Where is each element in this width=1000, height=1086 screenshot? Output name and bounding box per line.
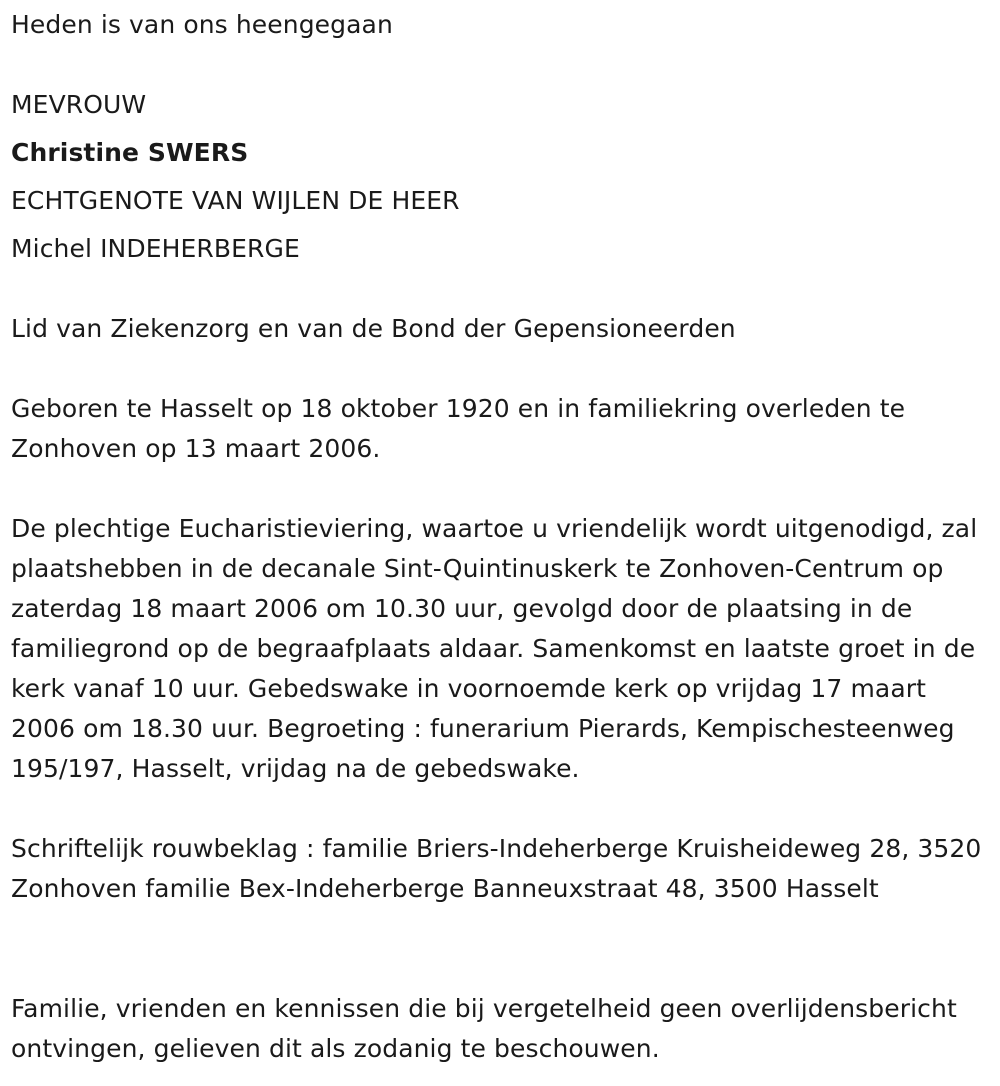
spouse-name: Michel INDEHERBERGE — [11, 234, 300, 263]
birth-death-paragraph: Geboren te Hasselt op 18 oktober 1920 en in familiekring overleden te Zonhoven op 13 maart 2006. — [11, 394, 906, 463]
ceremony-paragraph: De plechtige Eucharistieviering, waartoe u vriendelijk wordt uitgenodigd, zal plaatshebben in de decanale Sint-Quintinuskerk te Zonhoven-Centrum op zaterdag 18 maart 2006 om 10.30 uur, gevolgd door de plaatsing in de familiegrond op de begraafplaats aldaar. Samenkomst en laatste groet in de kerk vanaf 10 uur. Gebedswake in voornoemde kerk op vrijdag 17 maart 2006 om 18.30 uur. Begroeting : funerarium Pierards, Kempischesteenweg 195/197, Hasselt, vrijdag na de gebedswake. — [11, 514, 978, 783]
intro-text: Heden is van ons heengegaan — [11, 10, 393, 39]
closing-paragraph: Familie, vrienden en kennissen die bij vergetelheid geen overlijdensbericht ontvingen, gelieven dit als zodanig te beschouwen. — [11, 994, 957, 1063]
spouse-title: ECHTGENOTE VAN WIJLEN DE HEER — [11, 186, 460, 215]
condolences-paragraph: Schriftelijk rouwbeklag : familie Briers-Indeherberge Kruisheideweg 28, 3520 Zonhoven familie Bex-Indeherberge Banneuxstraat 48, 3500 Hasselt — [11, 834, 982, 903]
deceased-name: Christine SWERS — [11, 138, 249, 167]
salutation: MEVROUW — [11, 90, 147, 119]
membership-text: Lid van Ziekenzorg en van de Bond der Gepensioneerden — [11, 314, 736, 343]
